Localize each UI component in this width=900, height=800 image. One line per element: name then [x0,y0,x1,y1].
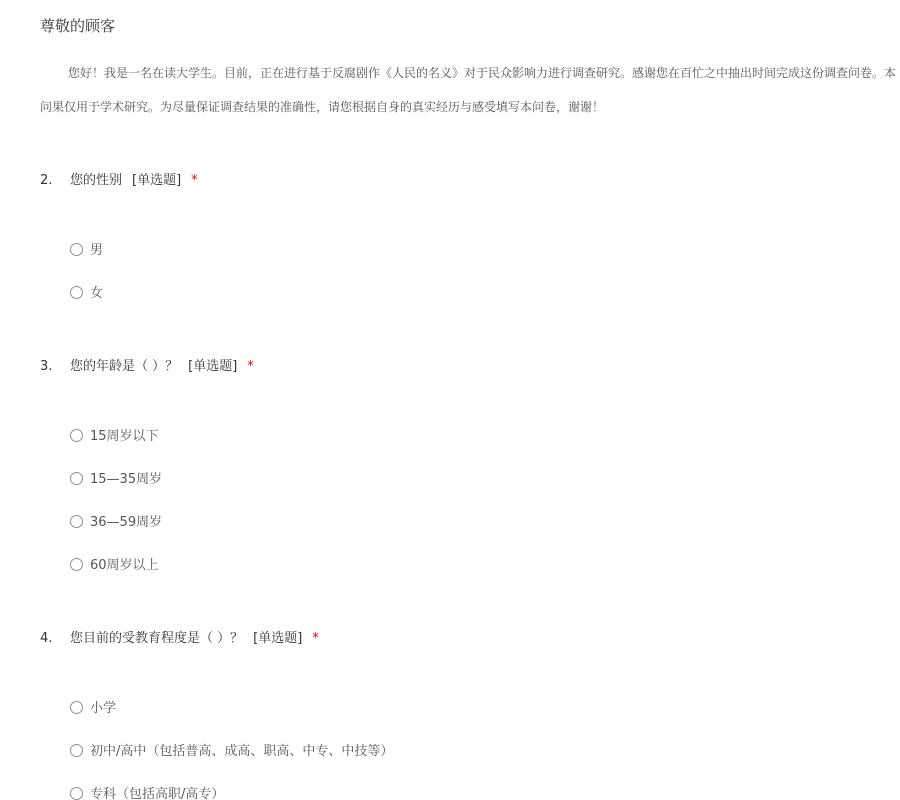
option-label: 女 [90,286,104,301]
option-label: 专科（包括高职/高专） [90,787,225,800]
required-mark: * [247,359,254,374]
radio-button[interactable] [70,515,83,528]
option-label: 男 [90,243,104,258]
question-2-title [40,171,198,191]
option-label: 36—59周岁 [90,515,163,530]
question-type: [单选题] [253,631,303,646]
option-label: 15周岁以下 [90,429,159,444]
option-label: 初中/高中（包括普高、成高、职高、中专、中技等） [90,744,394,759]
intro-paragraph [40,56,900,124]
radio-button[interactable] [70,787,83,800]
option-label: 15—35周岁 [90,472,163,487]
radio-button[interactable] [70,429,83,442]
radio-button[interactable] [70,472,83,485]
radio-button[interactable] [70,558,83,571]
option-age-under-15[interactable] [70,427,159,447]
option-female[interactable] [70,284,103,304]
intro-text-line2: 果仅用于学术研究。为尽量保证调查结果的准确性，请您根据自身的真实经历与感受填写本问卷，谢谢！ [52,100,605,114]
option-label: 小学 [90,701,117,716]
question-4-title [40,629,319,649]
question-3-title [40,357,254,377]
question-type: [单选题] [132,173,182,188]
option-male[interactable] [70,241,103,261]
question-number: 2. [40,173,53,188]
option-edu-secondary[interactable] [70,742,393,762]
radio-button[interactable] [70,701,83,714]
radio-button[interactable] [70,744,83,757]
intro-text-line1: 您好！我是一名在读大学生。目前，正在进行基于反腐剧作《人民的名义》对于民众影响力进行调查研究。感谢您在百忙之中抽出时间完成这份调查问卷。本问 [40,66,897,114]
option-edu-primary[interactable] [70,699,116,719]
option-age-36-59[interactable] [70,513,162,533]
radio-button[interactable] [70,243,83,256]
question-text: 您目前的受教育程度是（ ）？ [70,631,244,646]
greeting-title: 尊敬的顾客 [40,17,116,35]
question-text: 您的性别 [70,173,123,188]
question-text: 您的年龄是（ ）？ [70,359,179,374]
question-number: 4. [40,631,53,646]
option-label: 60周岁以上 [90,558,159,573]
option-age-60-plus[interactable] [70,556,159,576]
radio-button[interactable] [70,286,83,299]
question-number: 3. [40,359,53,374]
question-type: [单选题] [188,359,238,374]
required-mark: * [191,173,198,188]
option-edu-college[interactable] [70,785,224,800]
required-mark: * [312,631,319,646]
option-age-15-35[interactable] [70,470,162,490]
